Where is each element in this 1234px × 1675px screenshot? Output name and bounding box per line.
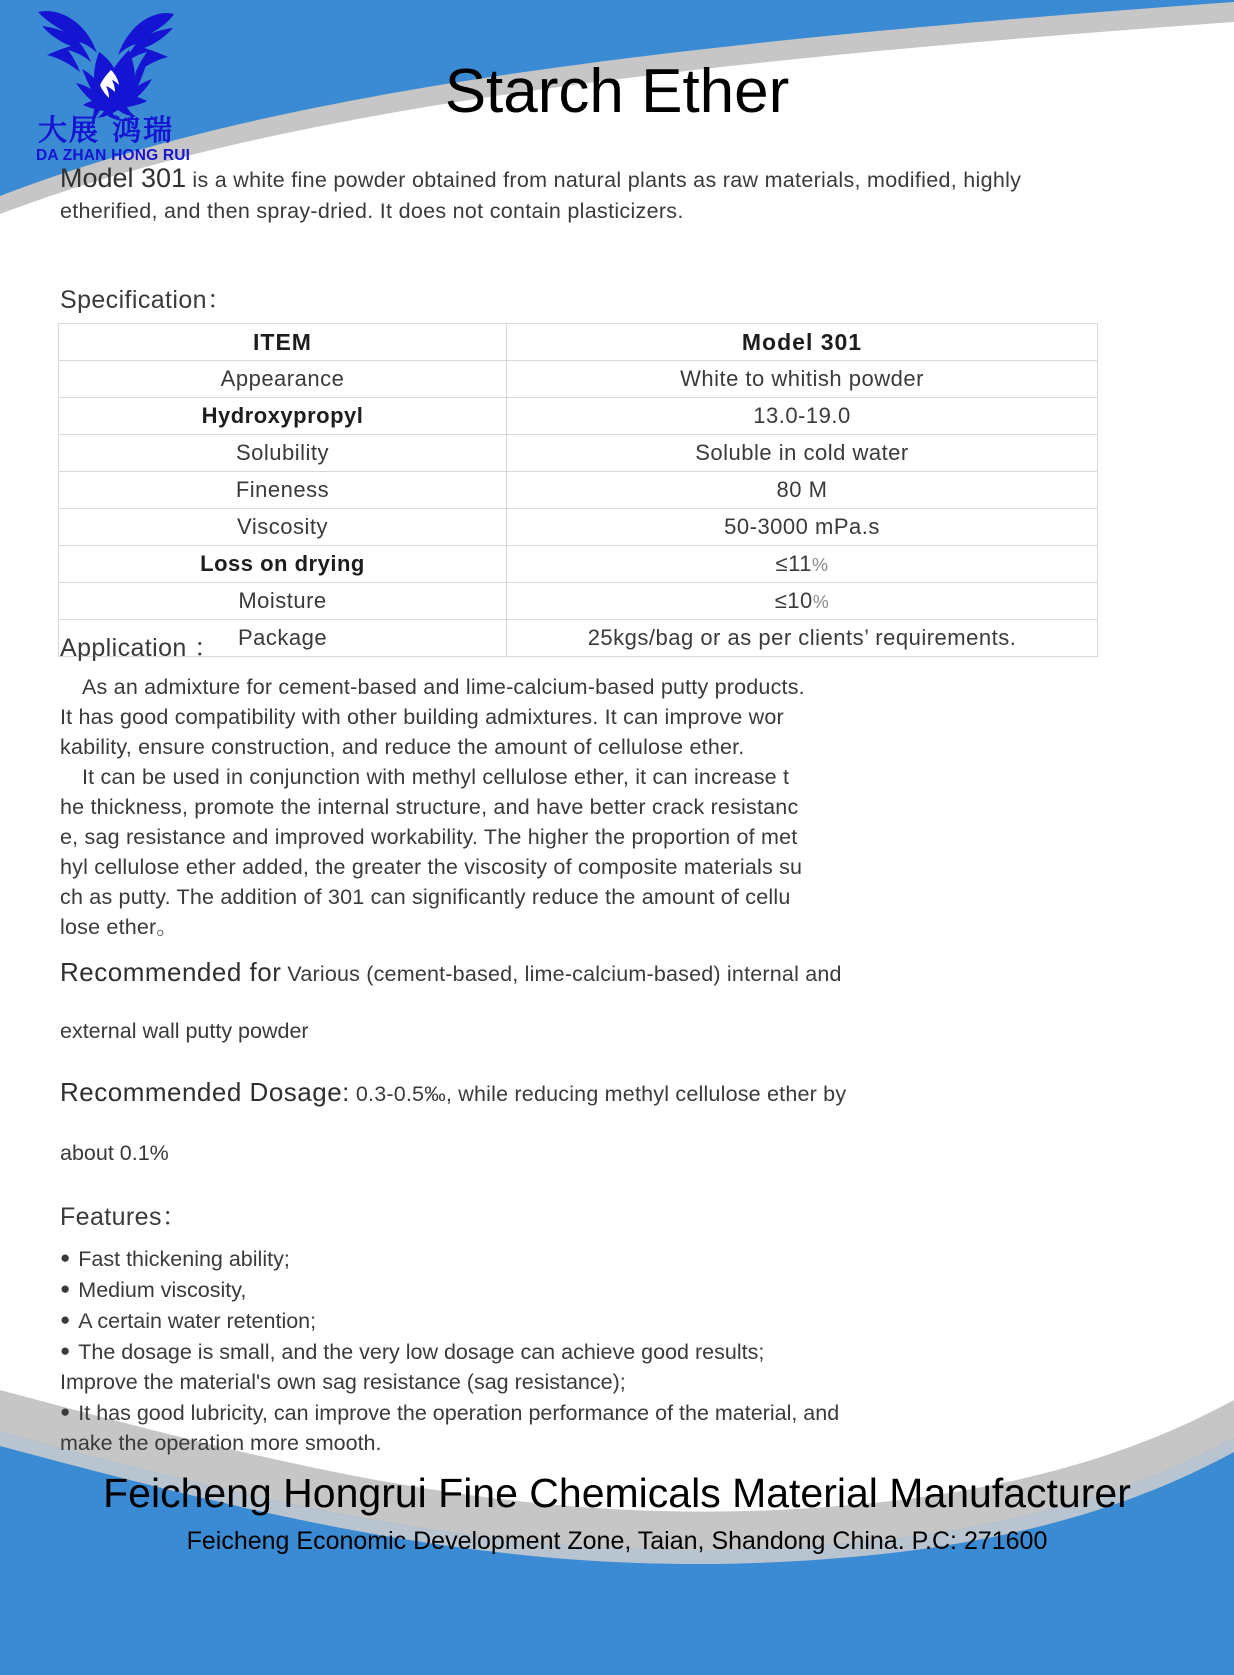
recommended-dosage-line2: about 0.1%	[60, 1141, 169, 1165]
list-item-label: Medium viscosity,	[78, 1278, 247, 1302]
list-item-continuation: Improve the material's own sag resistance (sag resistance);	[60, 1370, 626, 1394]
spec-item: Fineness	[59, 472, 507, 509]
recommended-for-line	[60, 957, 1120, 989]
recommended-dosage-value: 0.3-0.5‰, while reducing methyl cellulose ether by	[355, 1082, 847, 1106]
recommended-for-label: Recommended for	[60, 957, 282, 987]
table-row	[59, 361, 1098, 398]
spec-value: 80 M	[507, 472, 1098, 509]
recommended-for-value: Various (cement-based, lime-calcium-based) internal and	[287, 962, 842, 986]
recommended-dosage-line	[60, 1077, 1120, 1109]
spec-value-number: ≤10	[774, 588, 813, 613]
spec-value-number: ≤11	[775, 551, 812, 576]
spec-value: 25kgs/bag or as per clients’ requirements.	[507, 620, 1098, 657]
list-item-label: It has good lubricity, can improve the operation performance of the material, and	[78, 1401, 840, 1425]
recommended-dosage-label: Recommended Dosage:	[60, 1077, 350, 1107]
list-item	[60, 1397, 1120, 1428]
page-title: Starch Ether	[444, 57, 790, 126]
specification-heading: Specification：	[60, 286, 233, 314]
application-line: e, sag resistance and improved workability. The higher the proportion of met	[60, 825, 798, 849]
column-header-item: ITEM	[59, 324, 507, 361]
spec-item: Viscosity	[59, 509, 507, 546]
spec-value	[507, 546, 1098, 583]
spec-value: 50-3000 mPa.s	[507, 509, 1098, 546]
list-item	[60, 1305, 1120, 1336]
recommended-for-line2: external wall putty powder	[60, 1019, 309, 1043]
application-line: hyl cellulose ether added, the greater the viscosity of composite materials su	[60, 855, 803, 879]
table-row	[59, 509, 1098, 546]
bullet-icon: ●	[60, 1341, 71, 1360]
spec-value-unit: %	[812, 592, 830, 612]
application-line: As an admixture for cement-based and lime-calcium-based putty products.	[82, 675, 805, 699]
bullet-icon: ●	[60, 1402, 71, 1421]
spec-value: 13.0-19.0	[507, 398, 1098, 435]
spec-item: Moisture	[59, 583, 507, 620]
list-item	[60, 1243, 1120, 1274]
intro-paragraph	[60, 163, 1100, 227]
list-item	[60, 1274, 1120, 1305]
application-line: ch as putty. The addition of 301 can significantly reduce the amount of cellu	[60, 885, 791, 909]
spec-item: Solubility	[59, 435, 507, 472]
application-line: It can be used in conjunction with methyl cellulose ether, it can increase t	[82, 765, 790, 789]
features-heading: Features：	[60, 1203, 188, 1231]
intro-rest: is a white fine powder obtained from natural plants as raw materials, modified, highly etherified, and then spray-dried. It does not contain plasticizers.	[60, 168, 1022, 223]
company-footer-address: Feicheng Economic Development Zone, Taian, Shandong China. P.C: 271600	[186, 1527, 1048, 1555]
application-heading: Application ：	[60, 634, 220, 662]
logo-pinyin-name: DA ZHAN HONG RUI	[36, 147, 191, 164]
table-row	[59, 398, 1098, 435]
application-line: kability, ensure construction, and reduce the amount of cellulose ether.	[60, 735, 745, 759]
list-item-label: Fast thickening ability;	[78, 1247, 290, 1271]
table-header-row	[59, 324, 1098, 361]
list-item	[60, 1336, 1120, 1367]
spec-value	[507, 583, 1098, 620]
intro-lead: Model 301	[60, 163, 187, 193]
table-row	[59, 472, 1098, 509]
logo-chinese-name: 大展 鸿瑞	[38, 113, 175, 147]
bullet-icon: ●	[60, 1310, 71, 1329]
spec-value: White to whitish powder	[507, 361, 1098, 398]
specification-table	[58, 323, 1098, 657]
features-list	[60, 1243, 1120, 1458]
spec-item: Loss on drying	[59, 546, 507, 583]
list-item-label: The dosage is small, and the very low dosage can achieve good results;	[78, 1340, 765, 1364]
application-paragraph	[60, 672, 1106, 942]
company-footer-name: Feicheng Hongrui Fine Chemicals Material Manufacturer	[103, 1470, 1131, 1516]
bullet-icon: ●	[60, 1248, 71, 1267]
spec-item: Hydroxypropyl	[59, 398, 507, 435]
application-line: he thickness, promote the internal structure, and have better crack resistanc	[60, 795, 799, 819]
bullet-icon: ●	[60, 1279, 71, 1298]
application-line: lose ether。	[60, 915, 179, 939]
application-line: It has good compatibility with other building admixtures. It can improve wor	[60, 705, 784, 729]
table-row	[59, 583, 1098, 620]
table-row	[59, 435, 1098, 472]
column-header-model: Model 301	[507, 324, 1098, 361]
spec-item: Package	[59, 620, 507, 657]
spec-item: Appearance	[59, 361, 507, 398]
list-item-continuation: make the operation more smooth.	[60, 1431, 382, 1455]
list-item-label: A certain water retention;	[78, 1309, 317, 1333]
spec-value-unit: %	[811, 555, 829, 575]
table-row	[59, 546, 1098, 583]
spec-value: Soluble in cold water	[507, 435, 1098, 472]
